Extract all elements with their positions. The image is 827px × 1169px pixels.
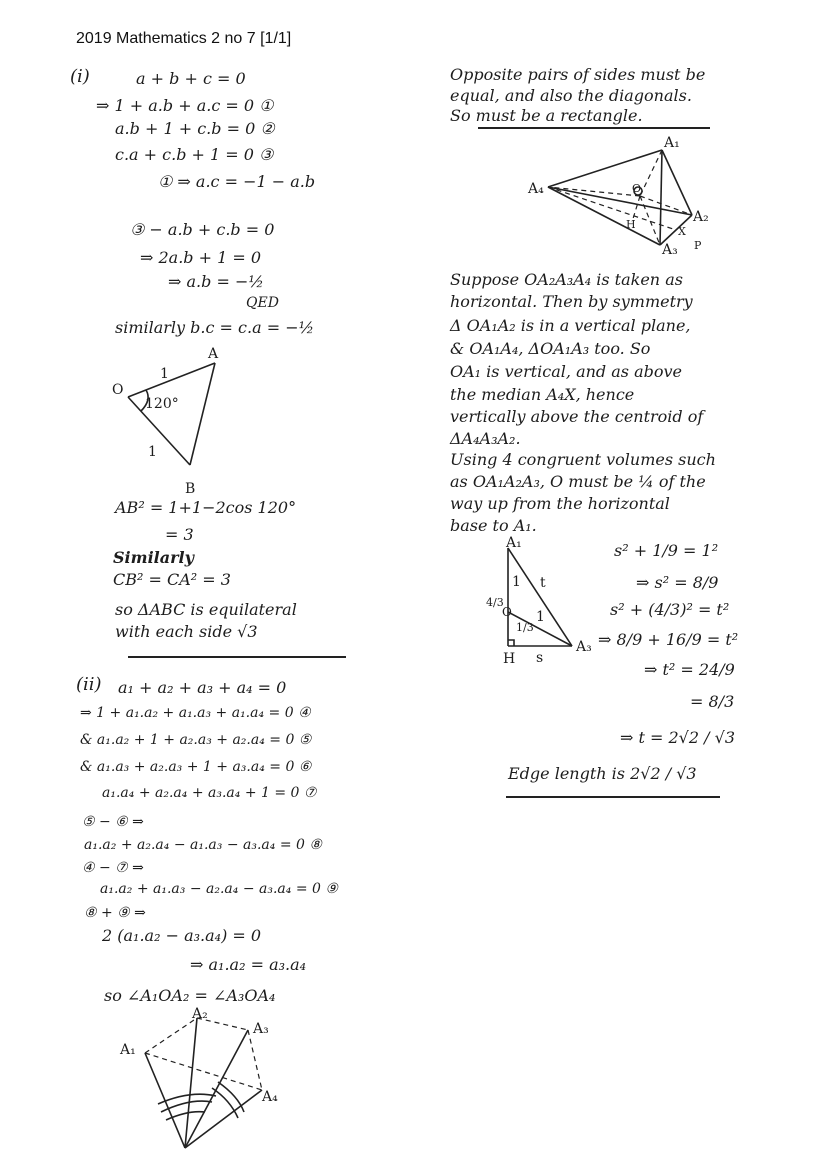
small-tri-h: H [503, 651, 516, 667]
part-ii-line-5: a₁.a₄ + a₂.a₄ + a₃.a₄ + 1 = 0 ⑦ [102, 785, 317, 801]
small-tri-t: t [540, 575, 546, 591]
eq-line-8: Edge length is 2√2 / √3 [508, 764, 697, 783]
small-tri-four-thirds: 4/3 [486, 596, 504, 609]
part-i-line-4: c.a + c.b + 1 = 0 ③ [115, 145, 274, 164]
fan-label-a2: A₂ [192, 1006, 208, 1022]
part-i-line-2: ⇒ 1 + a.b + a.c = 0 ① [96, 96, 274, 115]
para-line-9: Using 4 congruent volumes such [450, 450, 716, 469]
part-i-line-7: ⇒ 2a.b + 1 = 0 [140, 248, 262, 267]
eq-line-6: = 8/3 [690, 692, 735, 711]
tetra-label-h: H [626, 218, 636, 231]
small-right-triangle [508, 548, 572, 646]
tri-label-b: B [185, 481, 196, 497]
para-line-6: the median A₄X, hence [450, 385, 635, 404]
calc-line-3: Similarly [113, 548, 194, 567]
eq-line-7: ⇒ t = 2√2 / √3 [620, 728, 735, 747]
small-tri-a3: A₃ [576, 639, 592, 655]
fan-diagram [145, 1018, 262, 1148]
part-ii-line-3: & a₁.a₂ + 1 + a₂.a₃ + a₂.a₄ = 0 ⑤ [80, 732, 312, 748]
fan-label-a3: A₃ [253, 1021, 269, 1037]
tetra-label-x: X [678, 225, 686, 238]
tetra-label-p: P [694, 239, 702, 252]
calc-line-2: = 3 [165, 525, 194, 544]
eq-line-1: s² + 1/9 = 1² [614, 541, 719, 560]
para-line-7: vertically above the centroid of [450, 407, 704, 426]
part-ii-line-11: 2 (a₁.a₂ − a₃.a₄) = 0 [102, 926, 262, 945]
calc-line-5: so ΔABC is equilateral [115, 600, 297, 619]
part-ii-line-4: & a₁.a₃ + a₂.a₃ + 1 + a₃.a₄ = 0 ⑥ [80, 759, 312, 775]
fan-label-a1: A₁ [120, 1042, 136, 1058]
tetra-label-a4: A₄ [528, 181, 544, 197]
part-ii-line-8: ④ − ⑦ ⇒ [82, 860, 144, 876]
small-tri-a1: A₁ [506, 535, 522, 551]
para-line-10: as OA₁A₂A₃, O must be ¼ of the [450, 472, 706, 491]
tri-label-side-oa: 1 [160, 366, 169, 382]
para-line-8: ΔA₄A₃A₂. [450, 429, 521, 448]
part-i-line-6: ③ − a.b + c.b = 0 [130, 220, 275, 239]
small-tri-o: O [502, 605, 512, 619]
part-i-line-10: similarly b.c = c.a = −½ [115, 318, 315, 337]
para-line-4: & OA₁A₄, ΔOA₁A₃ too. So [450, 339, 651, 358]
part-i-line-3: a.b + 1 + c.b = 0 ② [115, 119, 275, 138]
part-ii-line-13: so ∠A₁OA₂ = ∠A₃OA₄ [104, 986, 276, 1005]
right-intro-3: So must be a rectangle. [450, 106, 643, 125]
para-line-3: Δ OA₁A₂ is in a vertical plane, [450, 316, 691, 335]
tetrahedron-diagram [548, 150, 692, 245]
small-tri-one-third: 1/3 [516, 621, 534, 634]
para-line-11: way up from the horizontal [450, 494, 670, 513]
right-intro-2: equal, and also the diagonals. [450, 86, 692, 105]
part-ii-line-6: ⑤ − ⑥ ⇒ [82, 814, 144, 830]
right-intro-1: Opposite pairs of sides must be [450, 65, 706, 84]
part-ii-line-2: ⇒ 1 + a₁.a₂ + a₁.a₃ + a₁.a₄ = 0 ④ [80, 705, 311, 721]
part-ii-line-12: ⇒ a₁.a₂ = a₃.a₄ [190, 955, 307, 974]
part-i-line-5: ① ⇒ a.c = −1 − a.b [158, 172, 316, 191]
calc-line-6: with each side √3 [115, 622, 258, 641]
tri-label-o: O [112, 382, 124, 398]
eq-line-4: ⇒ 8/9 + 16/9 = t² [598, 630, 739, 649]
eq-line-3: s² + (4/3)² = t² [610, 600, 730, 619]
tri-label-a: A [208, 346, 219, 362]
part-i-line-8: ⇒ a.b = −½ [168, 272, 264, 291]
part-ii-label: (ii) [76, 674, 102, 695]
part-ii-line-9: a₁.a₂ + a₁.a₃ − a₂.a₄ − a₃.a₄ = 0 ⑨ [100, 881, 338, 897]
tetra-label-o: O [632, 182, 642, 195]
calc-line-1: AB² = 1+1−2cos 120° [115, 498, 297, 517]
small-tri-s: s [536, 650, 544, 666]
para-line-1: Suppose OA₂A₃A₄ is taken as [450, 270, 683, 289]
eq-line-2: ⇒ s² = 8/9 [636, 573, 719, 592]
part-i-qed: QED [246, 295, 279, 311]
triangle-oab [128, 363, 215, 465]
part-ii-line-10: ⑧ + ⑨ ⇒ [84, 905, 146, 921]
part-i-label: (i) [70, 66, 90, 87]
eq-line-5: ⇒ t² = 24/9 [644, 660, 735, 679]
fan-label-a4: A₄ [262, 1089, 278, 1105]
para-line-12: base to A₁. [450, 516, 537, 535]
para-line-2: horizontal. Then by symmetry [450, 292, 693, 311]
tetra-label-a1: A₁ [664, 135, 680, 151]
para-line-5: OA₁ is vertical, and as above [450, 362, 683, 381]
tri-label-side-ob: 1 [148, 444, 157, 460]
tetra-label-a2: A₂ [693, 209, 709, 225]
part-ii-line-1: a₁ + a₂ + a₃ + a₄ = 0 [118, 678, 287, 697]
calc-line-4: CB² = CA² = 3 [113, 570, 231, 589]
tetra-label-a3: A₃ [662, 242, 678, 258]
page-header: 2019 Mathematics 2 no 7 [1/1] [76, 30, 292, 47]
part-i-line-1: a + b + c = 0 [136, 69, 246, 88]
small-tri-one-a: 1 [512, 574, 521, 590]
part-ii-line-7: a₁.a₂ + a₂.a₄ − a₁.a₃ − a₃.a₄ = 0 ⑧ [84, 837, 322, 853]
tri-label-angle: 120° [145, 396, 179, 412]
small-tri-one-b: 1 [536, 609, 545, 625]
